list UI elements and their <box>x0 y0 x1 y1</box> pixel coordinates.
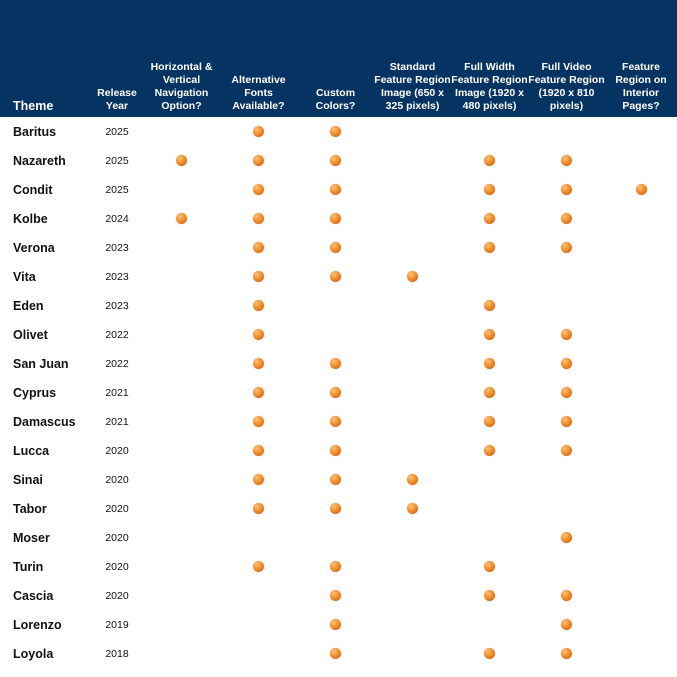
header-release-year: Release Year <box>91 0 143 117</box>
table-row <box>0 117 677 146</box>
table-body <box>0 117 677 668</box>
feature-dot-icon <box>330 503 341 514</box>
feature-cell-fonts <box>220 407 297 436</box>
feature-cell-fonts <box>220 117 297 146</box>
feature-cell-fullwidth <box>451 291 528 320</box>
feature-cell-video <box>528 436 605 465</box>
header-custom-colors: Custom Colors? <box>297 0 374 117</box>
feature-cell-fullwidth <box>451 610 528 639</box>
feature-cell-standard <box>374 378 451 407</box>
feature-cell-colors <box>297 581 374 610</box>
feature-cell-video <box>528 523 605 552</box>
feature-dot-icon <box>561 648 572 659</box>
header-full-video-feature: Full Video Feature Region (1920 x 810 pixels) <box>528 0 605 117</box>
feature-cell-video <box>528 175 605 204</box>
feature-cell-colors <box>297 175 374 204</box>
feature-cell-interior <box>605 349 677 378</box>
feature-dot-icon <box>484 184 495 195</box>
feature-cell-standard <box>374 117 451 146</box>
feature-cell-colors <box>297 494 374 523</box>
table-row <box>0 581 677 610</box>
table-row <box>0 204 677 233</box>
release-year: 2024 <box>105 212 129 225</box>
feature-cell-video <box>528 291 605 320</box>
release-year: 2021 <box>105 386 129 399</box>
feature-dot-icon <box>484 242 495 253</box>
release-year: 2020 <box>105 531 129 544</box>
table-row <box>0 523 677 552</box>
feature-cell-standard <box>374 262 451 291</box>
feature-cell-video <box>528 552 605 581</box>
feature-cell-standard <box>374 320 451 349</box>
theme-name: Olivet <box>13 327 48 342</box>
feature-cell-fonts <box>220 146 297 175</box>
feature-cell-nav <box>143 320 220 349</box>
feature-cell-nav <box>143 639 220 668</box>
feature-dot-icon <box>330 648 341 659</box>
feature-cell-nav <box>143 349 220 378</box>
feature-dot-icon <box>253 561 264 572</box>
feature-dot-icon <box>330 387 341 398</box>
table-row <box>0 262 677 291</box>
feature-cell-standard <box>374 204 451 233</box>
feature-cell-colors <box>297 320 374 349</box>
feature-dot-icon <box>253 387 264 398</box>
release-year: 2020 <box>105 444 129 457</box>
release-year: 2020 <box>105 502 129 515</box>
feature-dot-icon <box>407 503 418 514</box>
table-row <box>0 349 677 378</box>
feature-cell-fullwidth <box>451 146 528 175</box>
feature-cell-video <box>528 581 605 610</box>
feature-cell-interior <box>605 639 677 668</box>
feature-dot-icon <box>330 590 341 601</box>
feature-cell-interior <box>605 146 677 175</box>
feature-cell-colors <box>297 204 374 233</box>
feature-dot-icon <box>330 155 341 166</box>
feature-cell-nav <box>143 436 220 465</box>
release-year: 2022 <box>105 328 129 341</box>
feature-cell-standard <box>374 407 451 436</box>
feature-cell-colors <box>297 262 374 291</box>
feature-cell-video <box>528 262 605 291</box>
table-row <box>0 175 677 204</box>
feature-dot-icon <box>561 242 572 253</box>
feature-cell-fullwidth <box>451 204 528 233</box>
feature-cell-fonts <box>220 262 297 291</box>
feature-dot-icon <box>484 561 495 572</box>
feature-cell-nav <box>143 291 220 320</box>
release-year: 2023 <box>105 299 129 312</box>
header-theme: Theme <box>0 0 91 117</box>
release-year: 2020 <box>105 560 129 573</box>
feature-cell-fullwidth <box>451 581 528 610</box>
feature-dot-icon <box>330 184 341 195</box>
release-year: 2020 <box>105 589 129 602</box>
theme-name: Lucca <box>13 443 50 458</box>
feature-dot-icon <box>253 242 264 253</box>
theme-name: San Juan <box>13 356 69 371</box>
feature-cell-nav <box>143 407 220 436</box>
table-row <box>0 465 677 494</box>
feature-cell-fonts <box>220 610 297 639</box>
header-nav-option: Horizontal & Vertical Navigation Option? <box>143 0 220 117</box>
feature-cell-nav <box>143 117 220 146</box>
feature-cell-nav <box>143 175 220 204</box>
feature-cell-colors <box>297 146 374 175</box>
feature-cell-video <box>528 349 605 378</box>
feature-cell-fonts <box>220 175 297 204</box>
feature-cell-fonts <box>220 465 297 494</box>
feature-dot-icon <box>484 648 495 659</box>
table-row <box>0 552 677 581</box>
table-row <box>0 291 677 320</box>
feature-cell-colors <box>297 436 374 465</box>
feature-cell-nav <box>143 262 220 291</box>
release-year: 2021 <box>105 415 129 428</box>
feature-cell-fonts <box>220 291 297 320</box>
feature-dot-icon <box>253 358 264 369</box>
table-row <box>0 407 677 436</box>
feature-cell-fullwidth <box>451 378 528 407</box>
feature-dot-icon <box>330 242 341 253</box>
feature-cell-interior <box>605 233 677 262</box>
table-row <box>0 436 677 465</box>
feature-cell-interior <box>605 523 677 552</box>
feature-cell-fonts <box>220 552 297 581</box>
feature-cell-standard <box>374 581 451 610</box>
feature-cell-standard <box>374 494 451 523</box>
feature-dot-icon <box>561 532 572 543</box>
feature-cell-standard <box>374 233 451 262</box>
feature-cell-fullwidth <box>451 639 528 668</box>
feature-cell-video <box>528 639 605 668</box>
feature-cell-standard <box>374 610 451 639</box>
header-full-width-feature: Full Width Feature Region Image (1920 x 480 pixels) <box>451 0 528 117</box>
theme-name: Eden <box>13 298 44 313</box>
release-year: 2019 <box>105 618 129 631</box>
release-year: 2025 <box>105 183 129 196</box>
feature-cell-standard <box>374 146 451 175</box>
feature-dot-icon <box>484 445 495 456</box>
feature-cell-video <box>528 378 605 407</box>
feature-dot-icon <box>253 155 264 166</box>
feature-dot-icon <box>561 184 572 195</box>
feature-cell-interior <box>605 175 677 204</box>
theme-name: Loyola <box>13 646 54 661</box>
feature-cell-interior <box>605 291 677 320</box>
release-year: 2018 <box>105 647 129 660</box>
feature-dot-icon <box>561 358 572 369</box>
feature-dot-icon <box>330 126 341 137</box>
feature-cell-colors <box>297 349 374 378</box>
feature-cell-fullwidth <box>451 465 528 494</box>
feature-cell-video <box>528 465 605 494</box>
theme-name: Damascus <box>13 414 76 429</box>
feature-cell-interior <box>605 581 677 610</box>
feature-dot-icon <box>407 271 418 282</box>
feature-cell-colors <box>297 407 374 436</box>
feature-dot-icon <box>561 619 572 630</box>
feature-dot-icon <box>253 300 264 311</box>
feature-cell-fonts <box>220 233 297 262</box>
feature-dot-icon <box>561 213 572 224</box>
feature-dot-icon <box>253 503 264 514</box>
feature-cell-nav <box>143 523 220 552</box>
theme-name: Verona <box>13 240 55 255</box>
theme-name: Nazareth <box>13 153 66 168</box>
feature-dot-icon <box>484 329 495 340</box>
feature-cell-interior <box>605 494 677 523</box>
feature-dot-icon <box>561 445 572 456</box>
feature-dot-icon <box>330 619 341 630</box>
feature-dot-icon <box>561 155 572 166</box>
release-year: 2025 <box>105 154 129 167</box>
theme-name: Lorenzo <box>13 617 62 632</box>
feature-cell-colors <box>297 291 374 320</box>
feature-cell-fullwidth <box>451 117 528 146</box>
theme-name: Moser <box>13 530 50 545</box>
feature-cell-colors <box>297 552 374 581</box>
feature-cell-colors <box>297 117 374 146</box>
feature-cell-fullwidth <box>451 494 528 523</box>
theme-name: Condit <box>13 182 53 197</box>
feature-cell-fonts <box>220 349 297 378</box>
feature-cell-video <box>528 233 605 262</box>
feature-dot-icon <box>484 590 495 601</box>
feature-cell-standard <box>374 465 451 494</box>
feature-cell-colors <box>297 233 374 262</box>
theme-name: Turin <box>13 559 44 574</box>
theme-name: Kolbe <box>13 211 48 226</box>
feature-cell-video <box>528 320 605 349</box>
table-row <box>0 610 677 639</box>
feature-dot-icon <box>484 300 495 311</box>
feature-cell-fullwidth <box>451 233 528 262</box>
feature-cell-fullwidth <box>451 349 528 378</box>
header-row <box>0 0 677 117</box>
feature-cell-standard <box>374 523 451 552</box>
table-row <box>0 233 677 262</box>
feature-cell-nav <box>143 204 220 233</box>
feature-cell-interior <box>605 117 677 146</box>
feature-cell-nav <box>143 581 220 610</box>
theme-name: Vita <box>13 269 36 284</box>
release-year: 2023 <box>105 270 129 283</box>
table-row <box>0 639 677 668</box>
feature-cell-fonts <box>220 581 297 610</box>
release-year: 2023 <box>105 241 129 254</box>
feature-dot-icon <box>330 561 341 572</box>
feature-dot-icon <box>253 416 264 427</box>
feature-cell-colors <box>297 523 374 552</box>
release-year: 2025 <box>105 125 129 138</box>
feature-cell-nav <box>143 378 220 407</box>
theme-name: Cascia <box>13 588 54 603</box>
feature-dot-icon <box>253 329 264 340</box>
feature-cell-interior <box>605 436 677 465</box>
feature-cell-nav <box>143 494 220 523</box>
feature-cell-standard <box>374 175 451 204</box>
theme-name: Baritus <box>13 124 57 139</box>
feature-dot-icon <box>561 329 572 340</box>
feature-cell-standard <box>374 552 451 581</box>
feature-cell-fonts <box>220 378 297 407</box>
feature-cell-video <box>528 407 605 436</box>
release-year: 2020 <box>105 473 129 486</box>
feature-cell-nav <box>143 465 220 494</box>
feature-cell-video <box>528 610 605 639</box>
feature-cell-video <box>528 146 605 175</box>
feature-cell-video <box>528 494 605 523</box>
feature-cell-fonts <box>220 523 297 552</box>
feature-cell-video <box>528 204 605 233</box>
feature-dot-icon <box>176 213 187 224</box>
feature-cell-interior <box>605 552 677 581</box>
feature-cell-interior <box>605 407 677 436</box>
feature-cell-interior <box>605 320 677 349</box>
theme-name: Tabor <box>13 501 47 516</box>
feature-cell-nav <box>143 146 220 175</box>
feature-cell-nav <box>143 233 220 262</box>
feature-dot-icon <box>484 387 495 398</box>
table-row <box>0 146 677 175</box>
feature-cell-fullwidth <box>451 552 528 581</box>
feature-cell-colors <box>297 465 374 494</box>
feature-dot-icon <box>253 213 264 224</box>
feature-dot-icon <box>484 155 495 166</box>
feature-dot-icon <box>253 474 264 485</box>
feature-dot-icon <box>330 271 341 282</box>
feature-dot-icon <box>330 416 341 427</box>
feature-dot-icon <box>253 445 264 456</box>
feature-cell-colors <box>297 378 374 407</box>
feature-cell-nav <box>143 610 220 639</box>
feature-cell-fonts <box>220 494 297 523</box>
feature-cell-nav <box>143 552 220 581</box>
table-row <box>0 378 677 407</box>
feature-cell-interior <box>605 465 677 494</box>
release-year: 2022 <box>105 357 129 370</box>
feature-dot-icon <box>330 445 341 456</box>
header-standard-feature: Standard Feature Region Image (650 x 325 pixels) <box>374 0 451 117</box>
feature-cell-fullwidth <box>451 436 528 465</box>
feature-cell-interior <box>605 378 677 407</box>
table-row <box>0 494 677 523</box>
feature-cell-fullwidth <box>451 175 528 204</box>
theme-name: Cyprus <box>13 385 57 400</box>
feature-cell-interior <box>605 204 677 233</box>
feature-dot-icon <box>176 155 187 166</box>
feature-dot-icon <box>484 213 495 224</box>
feature-cell-colors <box>297 610 374 639</box>
feature-dot-icon <box>253 126 264 137</box>
feature-dot-icon <box>561 387 572 398</box>
theme-name: Sinai <box>13 472 43 487</box>
feature-cell-fullwidth <box>451 407 528 436</box>
feature-dot-icon <box>330 358 341 369</box>
feature-dot-icon <box>484 416 495 427</box>
feature-cell-standard <box>374 639 451 668</box>
feature-dot-icon <box>636 184 647 195</box>
feature-dot-icon <box>253 271 264 282</box>
table-row <box>0 320 677 349</box>
feature-cell-fullwidth <box>451 262 528 291</box>
feature-dot-icon <box>253 184 264 195</box>
feature-cell-interior <box>605 610 677 639</box>
feature-dot-icon <box>561 416 572 427</box>
feature-cell-colors <box>297 639 374 668</box>
feature-dot-icon <box>561 590 572 601</box>
feature-cell-fonts <box>220 436 297 465</box>
feature-cell-fonts <box>220 204 297 233</box>
feature-cell-fonts <box>220 320 297 349</box>
feature-dot-icon <box>484 358 495 369</box>
feature-cell-standard <box>374 436 451 465</box>
header-interior-feature: Feature Region on Interior Pages? <box>605 0 677 117</box>
feature-dot-icon <box>330 474 341 485</box>
feature-cell-fullwidth <box>451 523 528 552</box>
feature-cell-standard <box>374 349 451 378</box>
feature-cell-interior <box>605 262 677 291</box>
feature-cell-video <box>528 117 605 146</box>
header-alt-fonts: Alternative Fonts Available? <box>220 0 297 117</box>
feature-dot-icon <box>407 474 418 485</box>
feature-dot-icon <box>330 213 341 224</box>
feature-cell-fonts <box>220 639 297 668</box>
feature-cell-standard <box>374 291 451 320</box>
feature-cell-fullwidth <box>451 320 528 349</box>
